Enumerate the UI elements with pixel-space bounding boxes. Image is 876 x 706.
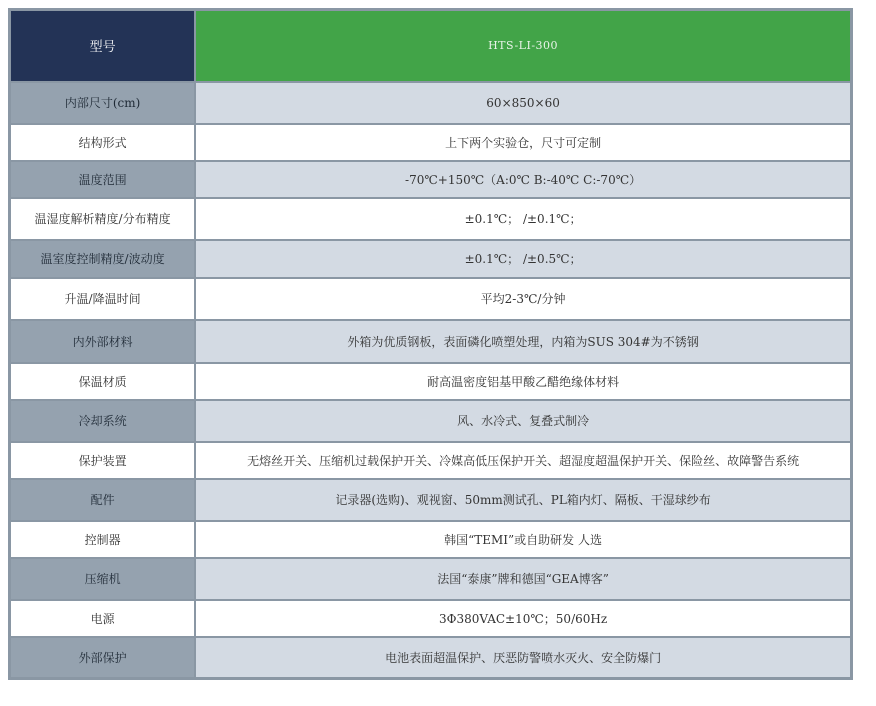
table-row xyxy=(10,320,852,363)
table-row xyxy=(10,442,852,479)
row-value: 无熔丝开关、压缩机过载保护开关、冷媒高低压保护开关、超湿度超温保护开关、保险丝、故障警告系统 xyxy=(195,442,851,479)
row-value: 上下两个实验仓，尺寸可定制 xyxy=(195,124,851,161)
row-value: 风、水冷式、复叠式制冷 xyxy=(195,400,851,442)
row-label: 升温/降温时间 xyxy=(10,278,196,320)
row-label: 温室度控制精度/波动度 xyxy=(10,240,196,278)
table-row xyxy=(10,521,852,558)
table-row xyxy=(10,637,852,679)
table-row xyxy=(10,198,852,240)
row-label: 控制器 xyxy=(10,521,196,558)
row-label: 冷却系统 xyxy=(10,400,196,442)
row-label: 电源 xyxy=(10,600,196,637)
table-row xyxy=(10,82,852,124)
row-value: 3Φ380VAC±10℃；50/60Hz xyxy=(195,600,851,637)
row-value: 韩国“TEMI”或自助研发 人选 xyxy=(195,521,851,558)
row-label: 保护装置 xyxy=(10,442,196,479)
row-label: 结构形式 xyxy=(10,124,196,161)
row-label: 内部尺寸(cm) xyxy=(10,82,196,124)
table-row xyxy=(10,124,852,161)
table-row xyxy=(10,479,852,521)
header-row xyxy=(10,10,852,82)
table-row xyxy=(10,363,852,400)
row-value: 平均2-3℃/分钟 xyxy=(195,278,851,320)
model-label: 型号 xyxy=(10,10,196,82)
table-row xyxy=(10,400,852,442)
row-value: -70℃+150℃（A:0℃ B:-40℃ C:-70℃） xyxy=(195,161,851,198)
row-value: 电池表面超温保护、厌恶防警喷水灭火、安全防爆门 xyxy=(195,637,851,679)
row-value: ±0.1℃； /±0.5℃； xyxy=(195,240,851,278)
model-value: HTS-LI-300 xyxy=(195,10,851,82)
row-label: 温湿度解析精度/分布精度 xyxy=(10,198,196,240)
row-value: 耐高温密度铝基甲酸乙醋绝缘体材料 xyxy=(195,363,851,400)
spec-table xyxy=(8,8,853,680)
row-label: 温度范围 xyxy=(10,161,196,198)
row-value: ±0.1℃； /±0.1℃； xyxy=(195,198,851,240)
row-label: 内外部材料 xyxy=(10,320,196,363)
row-label: 配件 xyxy=(10,479,196,521)
table-row xyxy=(10,600,852,637)
table-row xyxy=(10,240,852,278)
table-row xyxy=(10,558,852,600)
row-label: 保温材质 xyxy=(10,363,196,400)
table-row xyxy=(10,278,852,320)
row-value: 记录器(选购)、观视窗、50mm测试孔、PL箱内灯、隔板、干湿球纱布 xyxy=(195,479,851,521)
row-label: 压缩机 xyxy=(10,558,196,600)
row-value: 60×850×60 xyxy=(195,82,851,124)
table-row xyxy=(10,161,852,198)
row-value: 外箱为优质钢板，表面磷化喷塑处理，内箱为SUS 304#为不锈钢 xyxy=(195,320,851,363)
row-label: 外部保护 xyxy=(10,637,196,679)
row-value: 法国“泰康”牌和德国“GEA博客” xyxy=(195,558,851,600)
